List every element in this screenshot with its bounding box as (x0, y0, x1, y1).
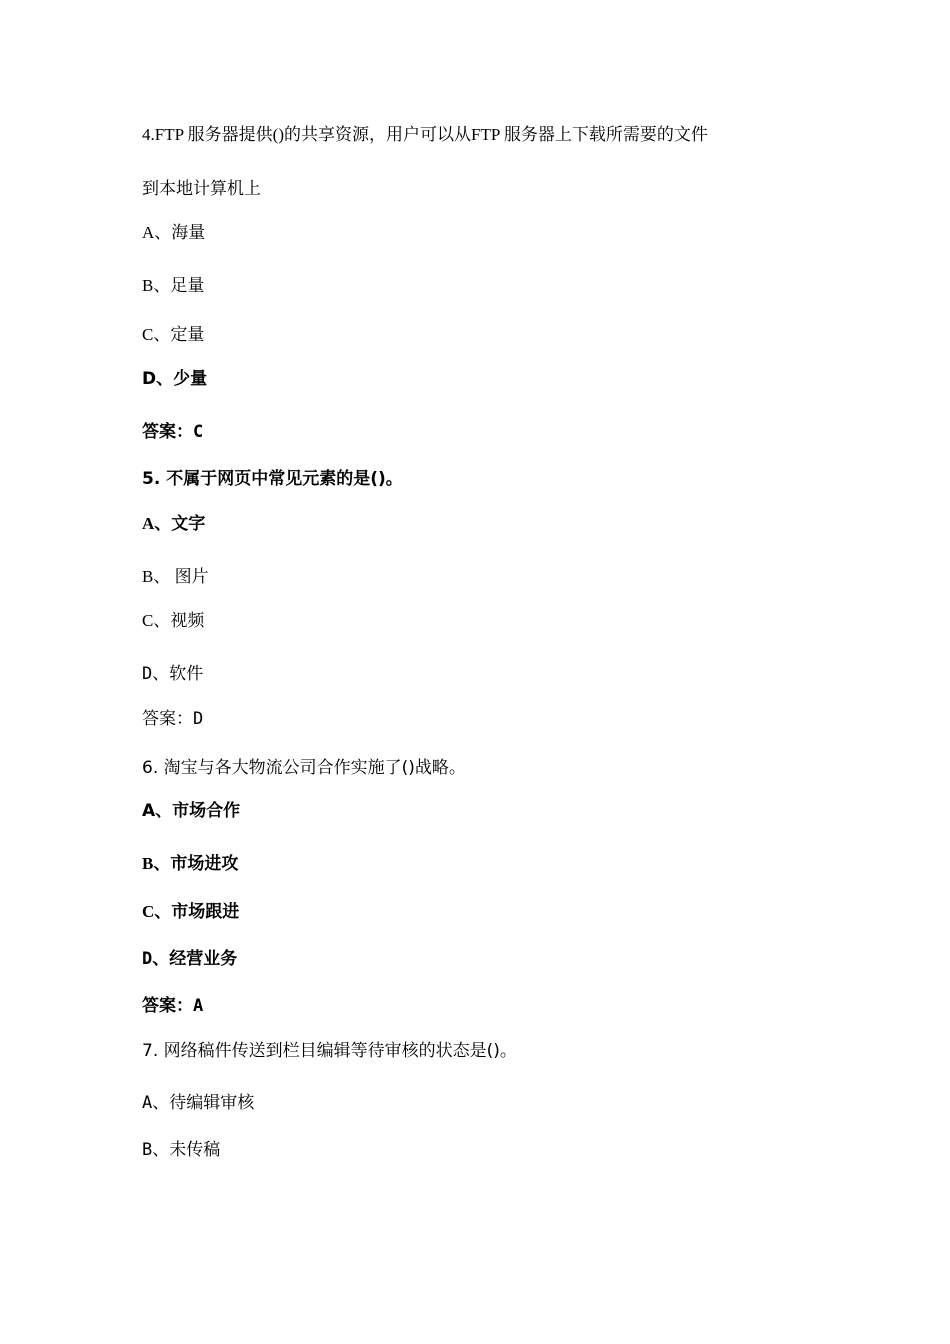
question-4-option-d: D、少量 (142, 369, 208, 389)
question-5-option-c: C、视频 (142, 611, 205, 630)
question-5-option-a: A、文字 (142, 514, 206, 533)
question-6-answer: 答案：A (142, 996, 204, 1016)
question-4-option-a: A、海量 (142, 223, 206, 242)
question-7-option-a: A、待编辑审核 (142, 1093, 255, 1113)
question-7-stem: 7. 网络稿件传送到栏目编辑等待审核的状态是()。 (142, 1041, 517, 1061)
question-6-option-b: B、市场进攻 (142, 854, 239, 873)
question-5-option-b: B、 图片 (142, 567, 209, 586)
question-6-option-a: A、市场合作 (142, 801, 241, 821)
question-6-option-d: D、经营业务 (142, 949, 238, 969)
question-5-option-d: D、软件 (142, 664, 204, 684)
question-4-option-b: B、足量 (142, 276, 205, 295)
question-4-option-c: C、定量 (142, 325, 205, 344)
question-4-stem-line-2: 到本地计算机上 (142, 179, 261, 199)
question-6-option-c: C、市场跟进 (142, 902, 240, 921)
question-6-stem: 6. 淘宝与各大物流公司合作实施了()战略。 (142, 758, 466, 778)
question-4-answer: 答案：C (142, 422, 204, 442)
question-7-option-b: B、未传稿 (142, 1140, 221, 1160)
question-5-answer: 答案：D (142, 709, 204, 729)
question-5-stem: 5. 不属于网页中常见元素的是()。 (142, 469, 403, 489)
question-4-stem-line-1: 4.FTP 服务器提供()的共享资源，用户可以从FTP 服务器上下载所需要的文件 (142, 125, 708, 144)
